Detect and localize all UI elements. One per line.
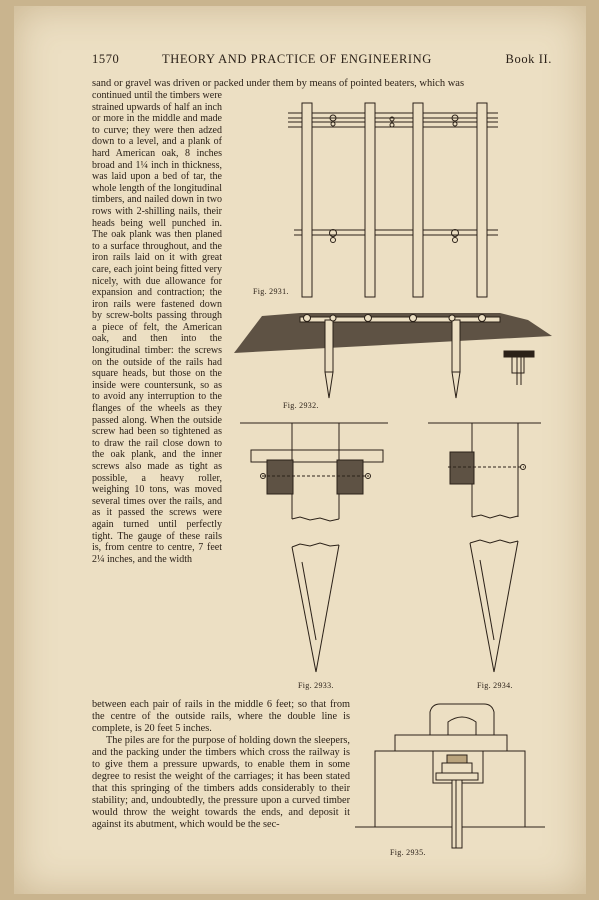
caption-fig-2935: Fig. 2935. xyxy=(390,848,426,857)
caption-fig-2932: Fig. 2932. xyxy=(283,401,319,410)
figure-2931-drawing xyxy=(288,103,498,297)
caption-fig-2931: Fig. 2931. xyxy=(253,287,289,296)
first-text-line: sand or gravel was driven or packed under them by means of pointed beaters, which was xyxy=(92,78,465,89)
page-number: 1570 xyxy=(92,52,120,66)
book-number: Book II. xyxy=(505,52,552,66)
caption-fig-2933: Fig. 2933. xyxy=(298,681,334,690)
figure-2932-drawing xyxy=(234,313,552,398)
figure-2935-drawing xyxy=(355,704,545,848)
figure-2933-drawing xyxy=(240,423,388,672)
running-title: THEORY AND PRACTICE OF ENGINEERING xyxy=(162,52,432,66)
caption-fig-2934: Fig. 2934. xyxy=(477,681,513,690)
bottom-paragraph-1: between each pair of rails in the middle 6 feet; so that from the centre of the outside rails, where the double line is complete, is 20 feet 5 inches. xyxy=(92,699,350,734)
bottom-paragraph-2: The piles are for the purpose of holding down the sleepers, and the packing under the timbers which cross the railway is to give them a pressure upwards, to enable them in some degree to resist the weight of the carriages; it has been stated that this springing of the timbers adds considerably to their stability; and, undoubtedly, the pressure upon a curved timber would throw the weight towards the ends, and deposit it against its abutment, which would be the sec- xyxy=(92,735,350,830)
figure-2934-drawing xyxy=(428,423,541,672)
column-paragraph: continued until the timbers were strained upwards of half an inch or more in the middle and made to curve; they were then adzed down to a level, and a plank of hard American oak, 8 inches broad and 1¼ inch in thickness, was laid upon a bed of tar, the whole length of the longitudinal timbers, and nailed down in two rows with 2-shilling nails, their heads being well punched in. The oak plank was then planed to a surface throughout, and the iron rails laid on it with great care, each joint being fitted very nicely, with due allowance for expansion and contraction; the iron rails were fastened down by screw-bolts passing through a piece of felt, the American oak, and then into the longitudinal timber: the screws on the outside of the rails had square heads, but those on the inside were countersunk, so as to avoid any interruption to the flanges of the wheels as they passed along. When the outside screw had been so tightened as to draw the rail close down to the oak plank, and the inner screws also made as tight as possible, a heavy roller, weighing 10 tons, was moved several times over the rails, and as it passed the screws were again turned until perfectly tight. The gauge of these rails is, from centre to centre, 7 feet 2¼ inches, and the width xyxy=(92,90,222,565)
